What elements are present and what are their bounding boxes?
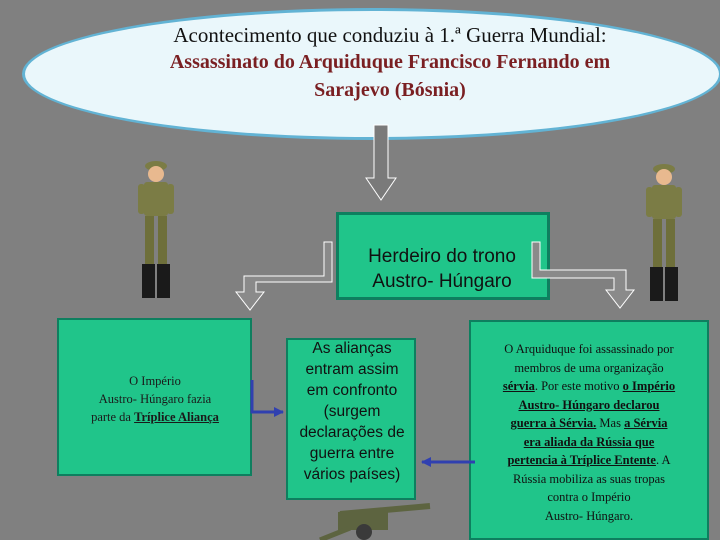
right-line-7: era aliada da Rússia que: [523, 434, 655, 449]
right-line-3-mid: . Por este motivo: [534, 379, 623, 393]
mid-line-6: guerra entre: [309, 445, 395, 462]
heir-line-2: Austro- Húngaro: [372, 271, 512, 292]
mid-line-7: vários países): [303, 466, 401, 483]
right-serbian: sérvia: [502, 379, 535, 393]
triple-alliance-link: Tríplice Aliança: [134, 410, 219, 424]
right-line-11: Austro- Húngaro.: [544, 508, 634, 523]
right-but: Mas: [596, 416, 625, 430]
right-line-1: O Arquiduque foi assassinado por: [504, 342, 674, 356]
arrow-left-to-middle: [252, 380, 283, 412]
arrow-heir-to-left: [236, 242, 332, 310]
arrow-title-to-heir: [366, 125, 396, 200]
left-line-1: O Império: [129, 374, 181, 388]
right-empire: o Império: [622, 379, 676, 393]
title-line-2: Assassinato do Arquiduque Francisco Fernando em: [169, 51, 611, 73]
right-line-8-end: . A: [655, 453, 671, 467]
right-line-10: contra o Império: [547, 490, 631, 504]
arrow-heir-to-right: [532, 242, 634, 308]
title-line-1: Acontecimento que conduziu à 1.ª Guerra Mundial:: [173, 23, 607, 47]
heir-line-1: Herdeiro do trono: [368, 246, 516, 267]
right-war-serbia: guerra à Sérvia.: [510, 416, 597, 430]
left-line-3-prefix: parte da: [91, 410, 135, 424]
left-line-2: Austro- Húngaro fazia: [98, 392, 212, 406]
mid-line-5: declarações de: [299, 424, 405, 441]
mid-line-4: (surgem: [323, 403, 381, 420]
mid-line-3: em confronto: [306, 382, 398, 399]
right-line-9: Rússia mobiliza as suas tropas: [512, 471, 666, 486]
right-entente: pertencia à Tríplice Entente: [507, 453, 656, 467]
cannon-icon: [320, 506, 430, 540]
title-line-3: Sarajevo (Bósnia): [314, 79, 466, 101]
mid-line-2: entram assim: [305, 361, 399, 378]
mid-line-1: As alianças: [312, 340, 392, 357]
soldier-left-icon: [138, 161, 174, 298]
right-serbia: a Sérvia: [624, 416, 668, 430]
right-line-2: membros de uma organização: [514, 360, 664, 375]
soldier-right-icon: [646, 164, 682, 301]
right-line-4: Austro- Húngaro declarou: [518, 397, 660, 412]
